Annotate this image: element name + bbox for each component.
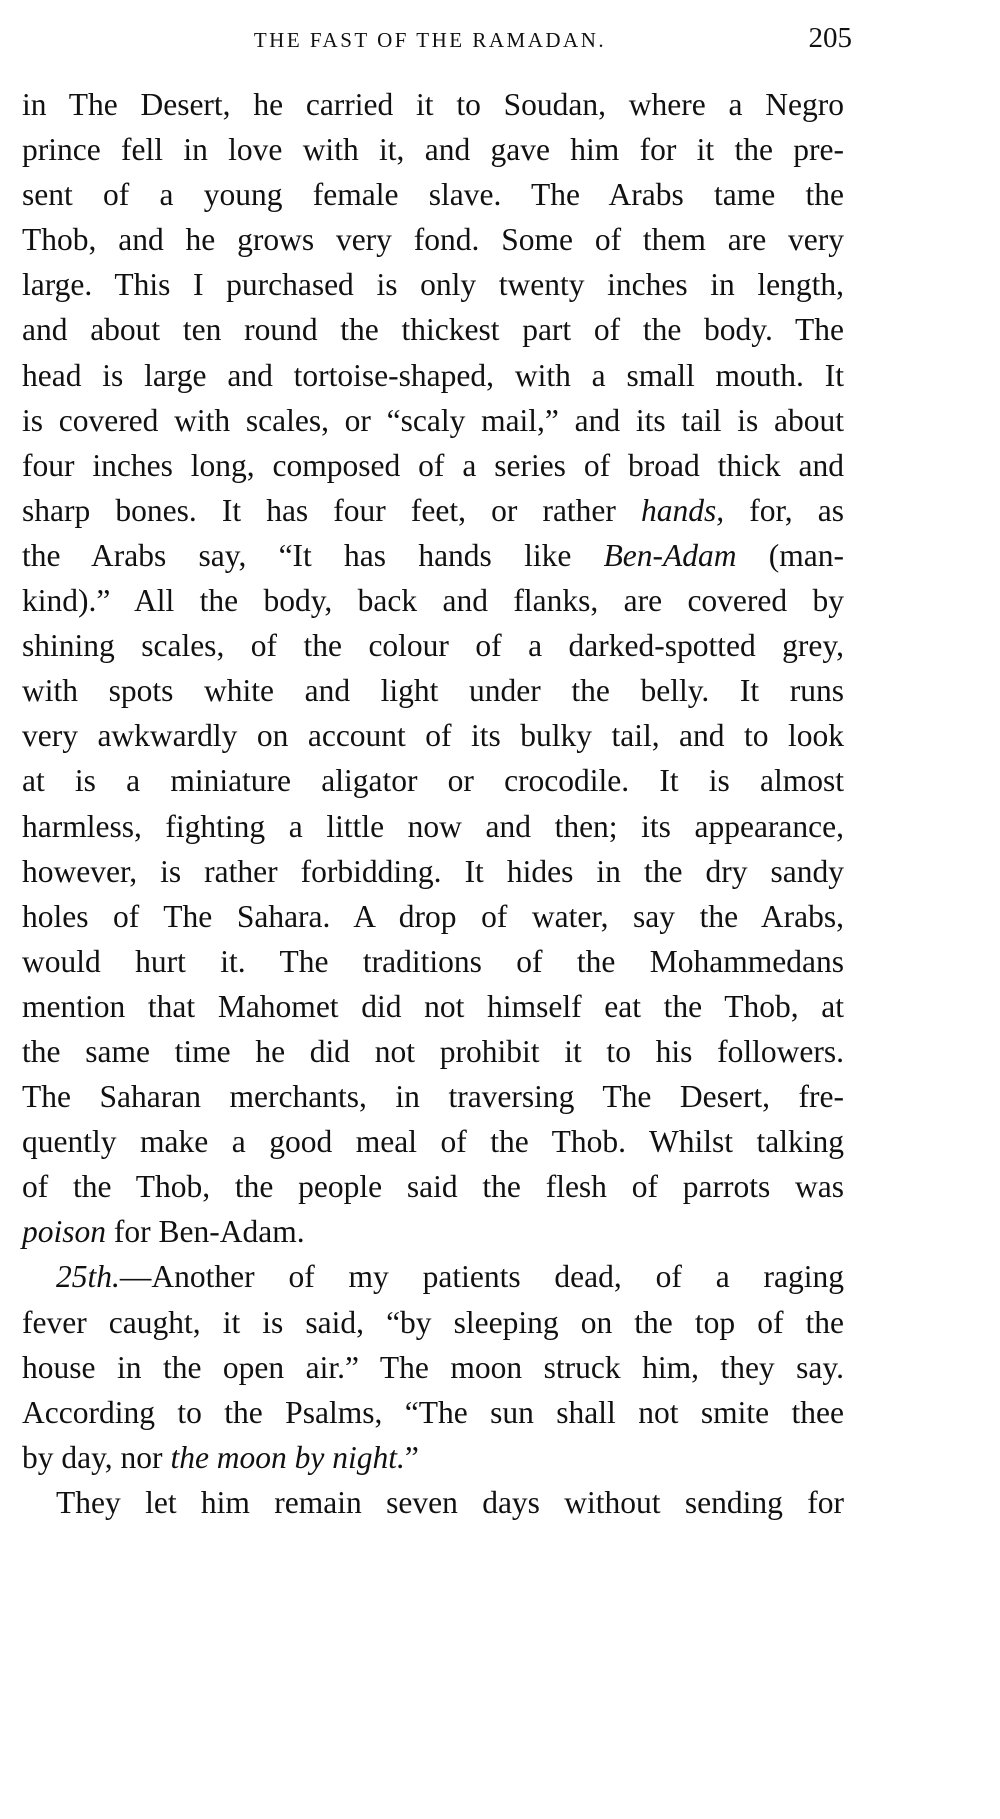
text-line	[22, 1209, 844, 1254]
text-line	[22, 1254, 844, 1299]
text-line: and about ten round the thickest part of the body. The	[22, 312, 844, 348]
text-segment: ”	[404, 1439, 419, 1475]
italic-segment: hands,	[641, 492, 725, 528]
text-line	[22, 488, 844, 533]
text-line: at is a miniature aligator or crocodile. It is almost	[22, 763, 844, 799]
text-line: however, is rather forbidding. It hides in the dry sandy	[22, 853, 844, 889]
text-segment: sharp bones. It has four feet, or rather	[22, 492, 642, 528]
text-line: head is large and tortoise-shaped, with a small mouth. It	[22, 357, 844, 393]
text-line: holes of The Sahara. A drop of water, say the Arabs,	[22, 898, 844, 934]
running-header	[20, 22, 850, 62]
running-title: THE FAST OF THE RAMADAN.	[253, 28, 607, 52]
text-line: The Saharan merchants, in traversing The Desert, fre-	[22, 1079, 844, 1115]
text-line: prince fell in love with it, and gave him for it the pre-	[22, 132, 844, 168]
text-segment: (man-	[736, 537, 844, 573]
text-line: kind).” All the body, back and flanks, are covered by	[22, 583, 844, 619]
body-text	[22, 82, 844, 1525]
italic-segment: the moon by night.	[170, 1439, 405, 1475]
text-line: According to the Psalms, “The sun shall not smite thee	[22, 1394, 844, 1430]
text-segment: for Ben-Adam.	[106, 1214, 305, 1250]
text-line: the same time he did not prohibit it to his followers.	[22, 1033, 844, 1069]
text-line: four inches long, composed of a series of broad thick and	[22, 447, 844, 483]
text-line: shining scales, of the colour of a darked-spotted grey,	[22, 628, 844, 664]
text-line: sent of a young female slave. The Arabs tame the	[22, 177, 844, 213]
text-line: with spots white and light under the belly. It runs	[22, 673, 844, 709]
text-line: fever caught, it is said, “by sleeping on the top of the	[22, 1304, 844, 1340]
italic-segment: 25th.	[56, 1259, 120, 1295]
text-segment: —Another of my patients dead, of a raging	[119, 1259, 844, 1295]
text-line: mention that Mahomet did not himself eat the Thob, at	[22, 988, 844, 1024]
italic-segment: poison	[22, 1214, 107, 1250]
text-line: Thob, and he grows very fond. Some of them are very	[22, 222, 844, 258]
text-line: house in the open air.” The moon struck him, they say.	[22, 1349, 844, 1385]
text-line: of the Thob, the people said the flesh of parrots was	[22, 1169, 844, 1205]
text-line: very awkwardly on account of its bulky tail, and to look	[22, 718, 844, 754]
text-line	[22, 533, 844, 578]
text-segment: by day, nor	[22, 1439, 171, 1475]
text-line	[22, 1435, 844, 1480]
text-line: large. This I purchased is only twenty inches in length,	[22, 267, 844, 303]
text-segment: the Arabs say, “It has hands like	[22, 537, 604, 573]
text-line: harmless, fighting a little now and then; its appearance,	[22, 808, 844, 844]
text-line: is covered with scales, or “scaly mail,” and its tail is about	[22, 402, 844, 438]
text-line: would hurt it. The traditions of the Mohammedans	[22, 943, 844, 979]
text-line: in The Desert, he carried it to Soudan, where a Negro	[22, 87, 844, 122]
text-line: quently make a good meal of the Thob. Whilst talking	[22, 1124, 844, 1160]
text-line: They let him remain seven days without sending for	[56, 1484, 844, 1520]
page-number: 205	[808, 22, 852, 54]
text-segment: for, as	[724, 492, 844, 528]
italic-segment: Ben-Adam	[603, 537, 737, 573]
